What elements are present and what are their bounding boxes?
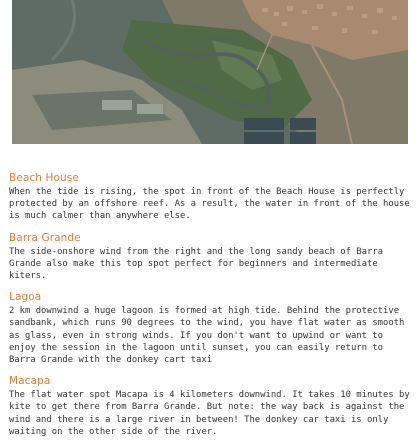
section-text: When the tide is rising, the spot in front of the Beach House is perfectly protected by an offshore reef. As a result, the water in front of the house is much calmer than anywhere else. <box>9 187 410 222</box>
aerial-map-image <box>12 0 408 144</box>
spots-description <box>9 172 413 447</box>
section-macapa <box>9 375 413 438</box>
section-lagoa <box>9 291 413 366</box>
section-text: The side-onshore wind from the right and the long sandy beach of Barra Grande also make this top spot perfect for beginners and intermediate kiters. <box>9 246 384 282</box>
section-beach-house <box>9 172 413 223</box>
section-title: Lagoa <box>9 291 42 304</box>
section-title: Beach House <box>9 172 79 184</box>
section-title: Barra Grande <box>9 231 81 244</box>
section-text: 2 km downwind a huge lagoon is formed at high tide. Behind the protective sandbank, which runs 90 degrees to the wind, you have flat water as smooth as glass, even in strong winds. If you don't want to upwind or want to enjoy the session in the lagoon until sunset, you can easily return to Barra Grande with the donkey cart taxi <box>9 306 405 366</box>
section-barra-grande <box>9 232 413 283</box>
satellite-map-icon <box>12 0 408 144</box>
section-title: Macapa <box>9 375 51 388</box>
section-text: The flat water spot Macapa is 4 kilometers downwind. It takes 10 minutes by kite to get there from Barra Grande. But note: the way back is against the wind and there is a large river in between! The donkey car taxi is only waiting on the other side of the river. <box>9 390 410 437</box>
